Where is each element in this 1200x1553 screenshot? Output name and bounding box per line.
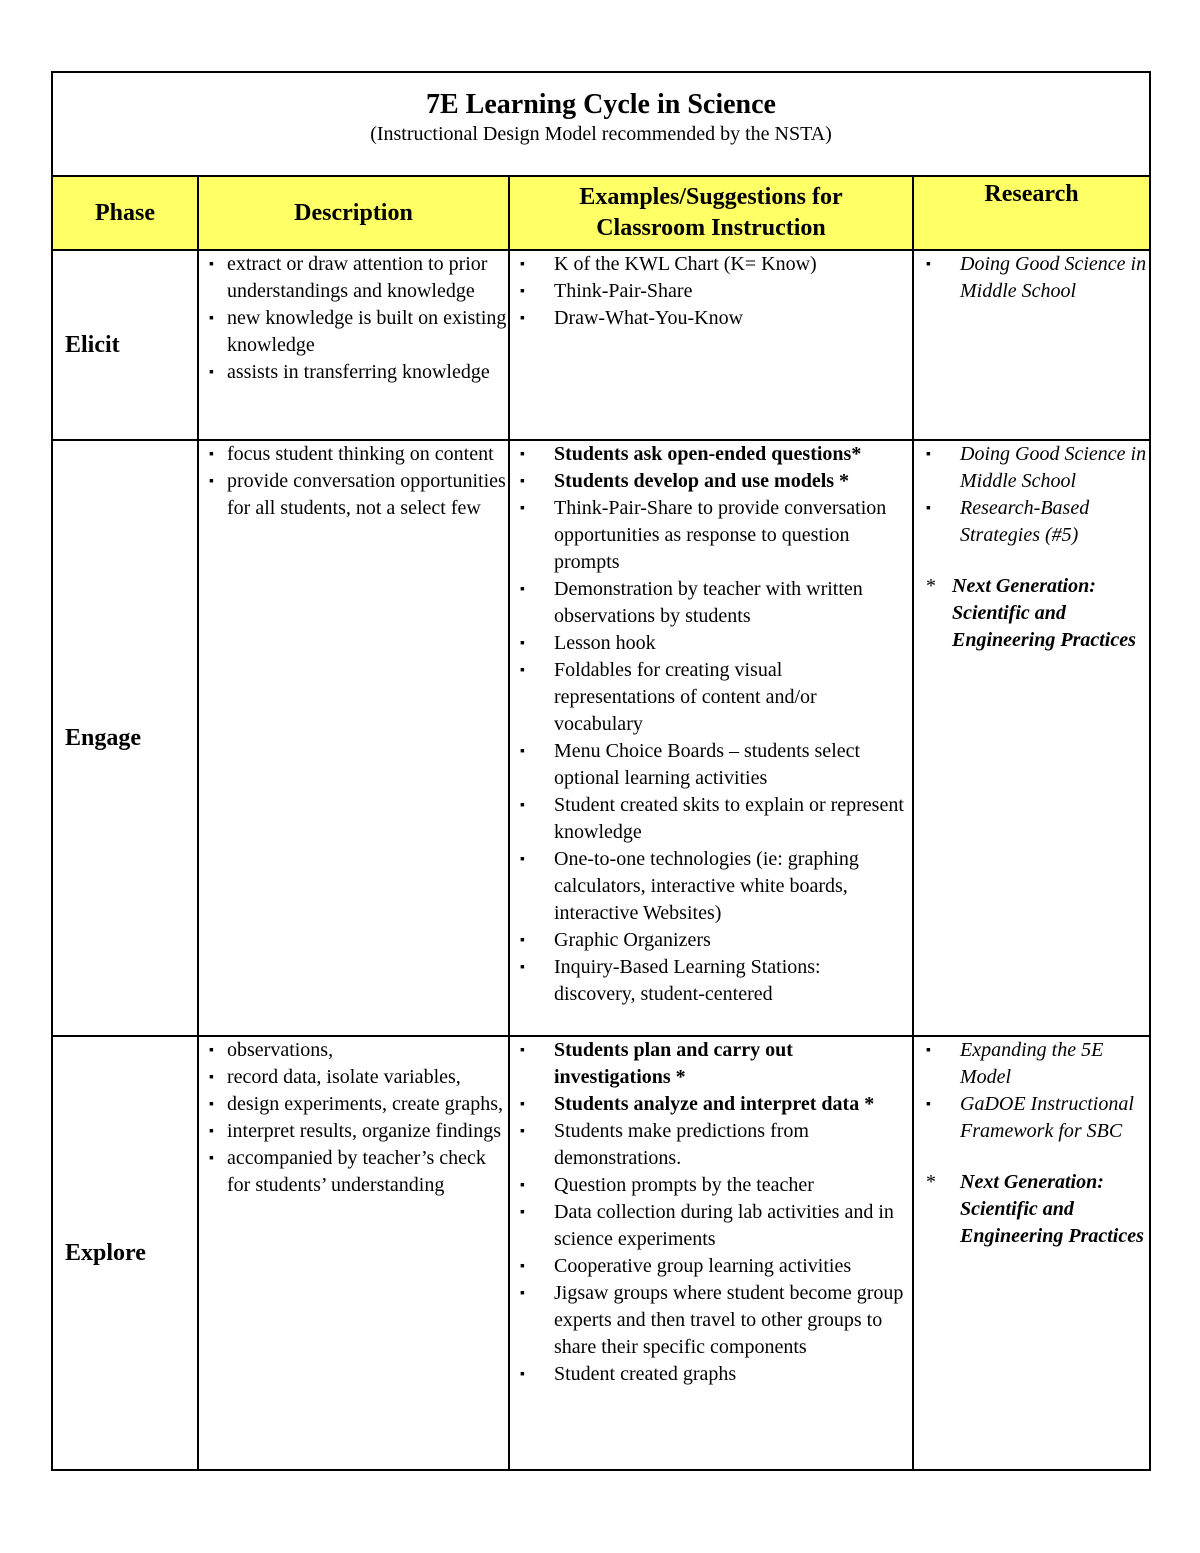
- header-examples-line1: Examples/Suggestions for: [579, 184, 843, 210]
- example-item: ▪ Data collection during lab activities and in science experiments: [510, 1199, 912, 1253]
- title-row: [52, 72, 1150, 176]
- phase-label: Explore: [52, 1036, 198, 1470]
- example-item: ▪ Graphic Organizers: [510, 927, 912, 954]
- description-cell: [198, 1036, 509, 1470]
- research-cell: [913, 1036, 1150, 1470]
- document: [51, 71, 1149, 1471]
- example-item: ▪ Question prompts by the teacher: [510, 1172, 912, 1199]
- example-item: ▪ Students plan and carry out investigations *: [510, 1037, 912, 1091]
- note-text: Next Generation: Scientific and Engineering Practices: [952, 575, 1136, 651]
- example-item: ▪ Student created skits to explain or represent knowledge: [510, 792, 912, 846]
- description-item: ▪ assists in transferring knowledge: [199, 359, 508, 386]
- page-subtitle: (Instructional Design Model recommended by the NSTA): [370, 123, 832, 145]
- note-text: Next Generation: Scientific and Engineering Practices: [960, 1171, 1144, 1247]
- learning-cycle-table: [51, 71, 1151, 1471]
- example-item: ▪ One-to-one technologies (ie: graphing calculators, interactive white boards, interactive Websites): [510, 846, 912, 927]
- research-item: ▪ Research-Based Strategies (#5): [914, 495, 1149, 549]
- example-item: ▪ Students ask open-ended questions*: [510, 441, 912, 468]
- example-item: ▪ Cooperative group learning activities: [510, 1253, 912, 1280]
- research-cell: [913, 250, 1150, 440]
- note-star: *: [926, 1171, 936, 1193]
- example-item: ▪ Students develop and use models *: [510, 468, 912, 495]
- header-row: [52, 176, 1150, 250]
- ngss-note: [914, 1169, 1149, 1250]
- examples-cell: [509, 250, 913, 440]
- description-item: ▪ extract or draw attention to prior understandings and knowledge: [199, 251, 508, 305]
- phase-label: Elicit: [52, 250, 198, 440]
- page-title: 7E Learning Cycle in Science: [426, 89, 776, 120]
- row-explore: [52, 1036, 1150, 1470]
- example-item: ▪ Demonstration by teacher with written observations by students: [510, 576, 912, 630]
- row-engage: [52, 440, 1150, 1036]
- example-item: ▪ Inquiry-Based Learning Stations: discovery, student-centered: [510, 954, 912, 1008]
- header-examples: [509, 176, 913, 250]
- description-item: ▪ record data, isolate variables,: [199, 1064, 508, 1091]
- header-phase: Phase: [52, 176, 198, 250]
- title-cell: [52, 72, 1150, 176]
- example-item: ▪ Lesson hook: [510, 630, 912, 657]
- example-item: ▪ Students make predictions from demonstrations.: [510, 1118, 912, 1172]
- description-item: ▪ observations,: [199, 1037, 508, 1064]
- description-item: ▪ design experiments, create graphs,: [199, 1091, 508, 1118]
- header-examples-line2: Classroom Instruction: [596, 215, 826, 241]
- examples-cell: [509, 440, 913, 1036]
- header-research: Research: [913, 176, 1150, 250]
- note-star: *: [926, 575, 936, 597]
- research-item: ▪ GaDOE Instructional Framework for SBC: [914, 1091, 1149, 1145]
- example-item: ▪ Foldables for creating visual representations of content and/or vocabulary: [510, 657, 912, 738]
- research-item: ▪ Doing Good Science in Middle School: [914, 251, 1149, 305]
- example-item: ▪ Think-Pair-Share: [510, 278, 912, 305]
- description-item: ▪ new knowledge is built on existing knowledge: [199, 305, 508, 359]
- ngss-note: [914, 573, 1149, 654]
- example-item: ▪ Menu Choice Boards – students select optional learning activities: [510, 738, 912, 792]
- example-item: ▪ Students analyze and interpret data *: [510, 1091, 912, 1118]
- examples-cell: [509, 1036, 913, 1470]
- row-elicit: [52, 250, 1150, 440]
- description-item: ▪ interpret results, organize findings: [199, 1118, 508, 1145]
- example-item: ▪ Draw-What-You-Know: [510, 305, 912, 332]
- example-item: ▪ Jigsaw groups where student become group experts and then travel to other groups to share their specific components: [510, 1280, 912, 1361]
- description-cell: [198, 250, 509, 440]
- description-cell: [198, 440, 509, 1036]
- research-item: ▪ Expanding the 5E Model: [914, 1037, 1149, 1091]
- example-item: ▪ K of the KWL Chart (K= Know): [510, 251, 912, 278]
- phase-label: Engage: [52, 440, 198, 1036]
- header-description: Description: [198, 176, 509, 250]
- research-item: ▪ Doing Good Science in Middle School: [914, 441, 1149, 495]
- description-item: ▪ accompanied by teacher’s check for students’ understanding: [199, 1145, 508, 1199]
- example-item: ▪ Think-Pair-Share to provide conversation opportunities as response to question prompts: [510, 495, 912, 576]
- description-item: ▪ focus student thinking on content: [199, 441, 508, 468]
- research-cell: [913, 440, 1150, 1036]
- example-item: ▪ Student created graphs: [510, 1361, 912, 1388]
- description-item: ▪ provide conversation opportunities for all students, not a select few: [199, 468, 508, 522]
